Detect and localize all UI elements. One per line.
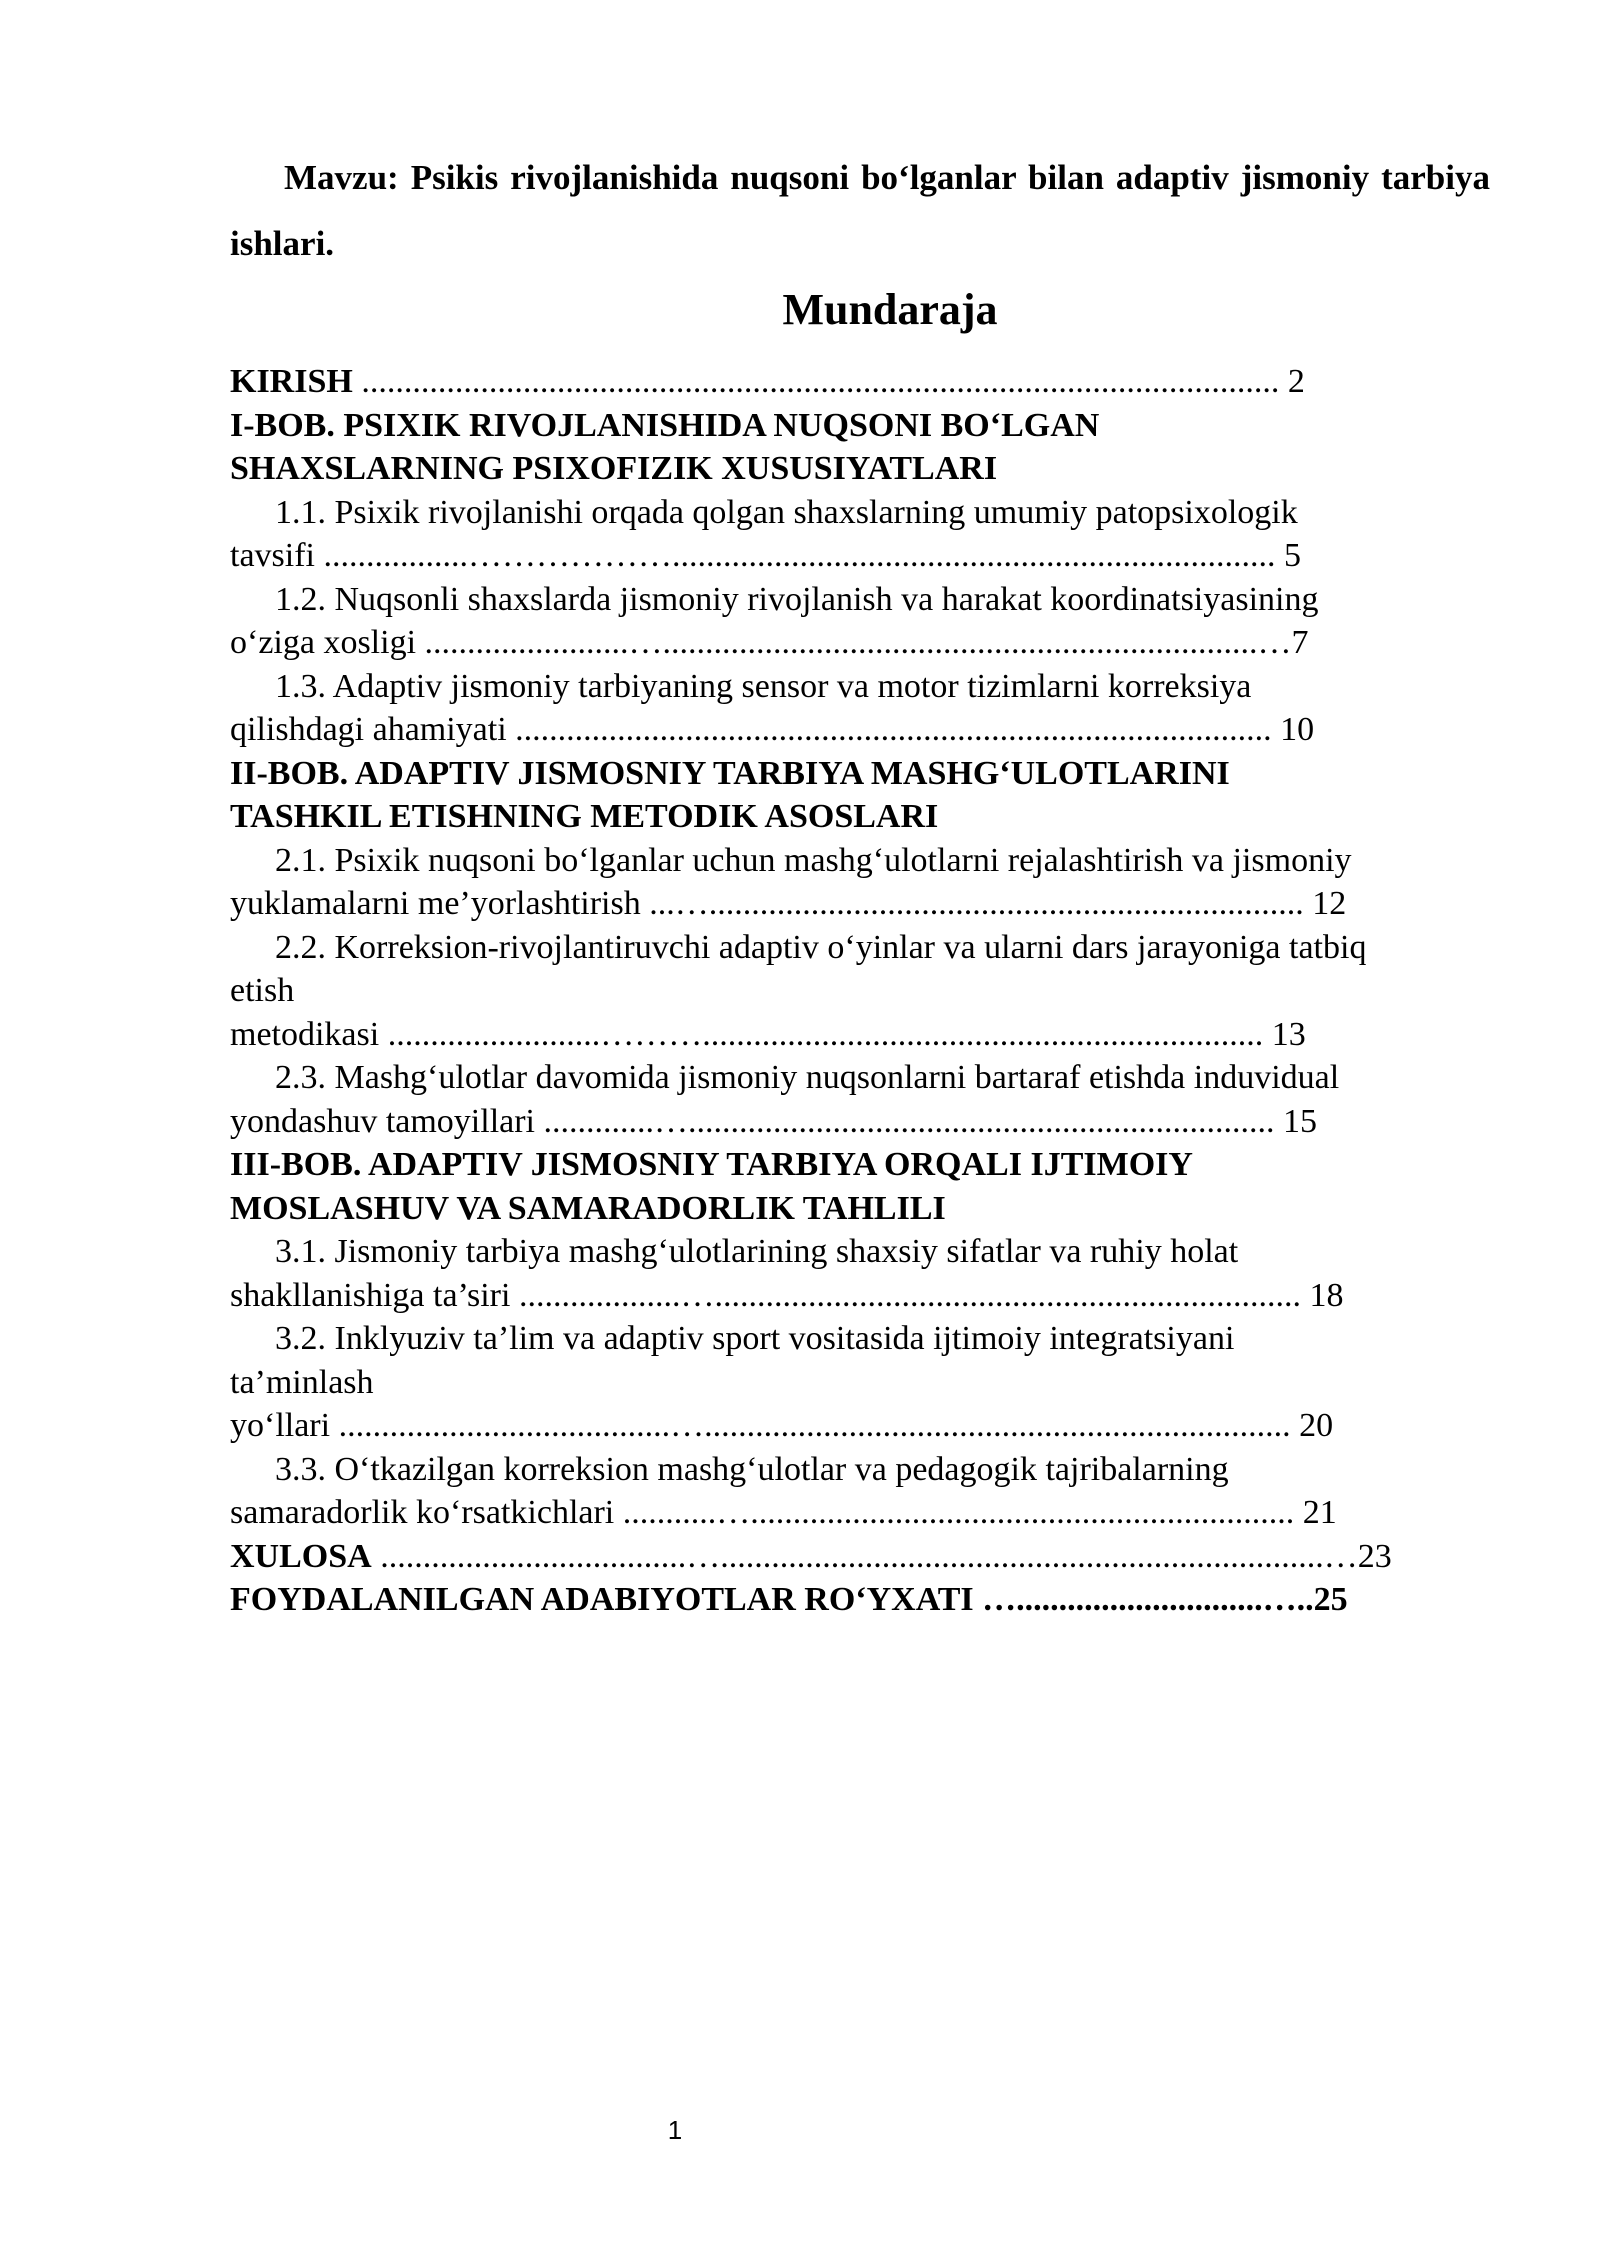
table-of-contents: [230, 360, 1500, 1622]
toc-line: TASHKIL ETISHNING METODIK ASOSLARI: [230, 798, 939, 835]
toc-line: III-BOB. ADAPTIV JISMOSNIY TARBIYA ORQALI IJTIMOIY: [230, 1146, 1193, 1183]
toc-line: qilishdagi ahamiyati ......................................................................................... 10: [230, 711, 1315, 748]
page-number: 1: [667, 2115, 683, 2145]
toc-line: tavsifi .................………………....................................................................... 5: [230, 537, 1301, 574]
toc-heading: Mundaraja: [782, 285, 998, 334]
toc-line: SHAXSLARNING PSIXOFIZIK XUSUSIYATLARI: [230, 450, 998, 487]
toc-line: 1.3. Adaptiv jismoniy tarbiyaning sensor va motor tizimlarni korreksiya: [275, 667, 1252, 705]
toc-line-leader: ............................................................................................................ 2: [352, 363, 1305, 400]
toc-line: shakllanishiga ta’siri ...................…..................................................................... 18: [230, 1276, 1344, 1314]
toc-line: 2.1. Psixik nuqsoni bo‘lganlar uchun mashg‘ulotlarni rejalashtirish va jismoniy: [275, 841, 1352, 879]
toc-line: yuklamalarni me’yorlashtirish ...…...................................................................... 12: [230, 885, 1347, 922]
toc-line: FOYDALANILGAN ADABIYOTLAR RO‘YXATI ….............................…..25: [230, 1581, 1348, 1618]
toc-line-leader: ....................................….......................................................................…23: [371, 1537, 1392, 1575]
toc-line: [230, 360, 1500, 404]
toc-line: 1.2. Nuqsonli shaxslarda jismoniy rivojlanish va harakat koordinatsiyasining: [275, 580, 1319, 618]
toc-line: o‘ziga xosligi ........................…......................................................................…7: [230, 624, 1309, 661]
toc-line: I-BOB. PSIXIK RIVOJLANISHIDA NUQSONI BO‘LGAN: [230, 406, 1100, 444]
toc-line: yo‘llari .......................................…..................................................................... 20: [230, 1407, 1334, 1444]
toc-line: [230, 1535, 1500, 1579]
toc-line-bold-label: KIRISH: [230, 363, 353, 400]
toc-line: yondashuv tamoyillari .............…..................................................................... 15: [230, 1102, 1318, 1140]
toc-line: 3.2. Inklyuziv ta’lim va adaptiv sport vositasida ijtimoiy integratsiyani: [275, 1320, 1235, 1357]
toc-line: ta’minlash: [230, 1363, 374, 1401]
toc-line-bold-label: XULOSA: [230, 1537, 372, 1575]
toc-line: II-BOB. ADAPTIV JISMOSNIY TARBIYA MASHG‘ULOTLARINI: [230, 754, 1230, 792]
toc-line: 2.3. Mashg‘ulotlar davomida jismoniy nuqsonlarni bartaraf etishda induvidual: [275, 1059, 1340, 1096]
toc-line: 1.1. Psixik rivojlanishi orqada qolgan shaxslarning umumiy patopsixologik: [275, 493, 1298, 531]
topic-title: Mavzu: Psikis rivojlanishida nuqsoni bo‘lganlar bilan adaptiv jismoniy tarbiya ishlari.: [230, 158, 1490, 263]
toc-line: 3.3. O‘tkazilgan korreksion mashg‘ulotlar va pedagogik tajribalarning: [275, 1450, 1229, 1488]
toc-line: samaradorlik ko‘rsatkichlari ...........…................................................................ 21: [230, 1494, 1337, 1531]
toc-line: MOSLASHUV VA SAMARADORLIK TAHLILI: [230, 1189, 946, 1227]
toc-line: 2.2. Korreksion-rivojlantiruvchi adaptiv o‘yinlar va ularni dars jarayoniga tatbiq: [275, 928, 1367, 966]
toc-line: metodikasi .........................……….................................................................. 13: [230, 1015, 1306, 1053]
toc-line: etish: [230, 972, 295, 1009]
toc-line: 3.1. Jismoniy tarbiya mashg‘ulotlarining shaxsiy sifatlar va ruhiy holat: [275, 1233, 1239, 1270]
